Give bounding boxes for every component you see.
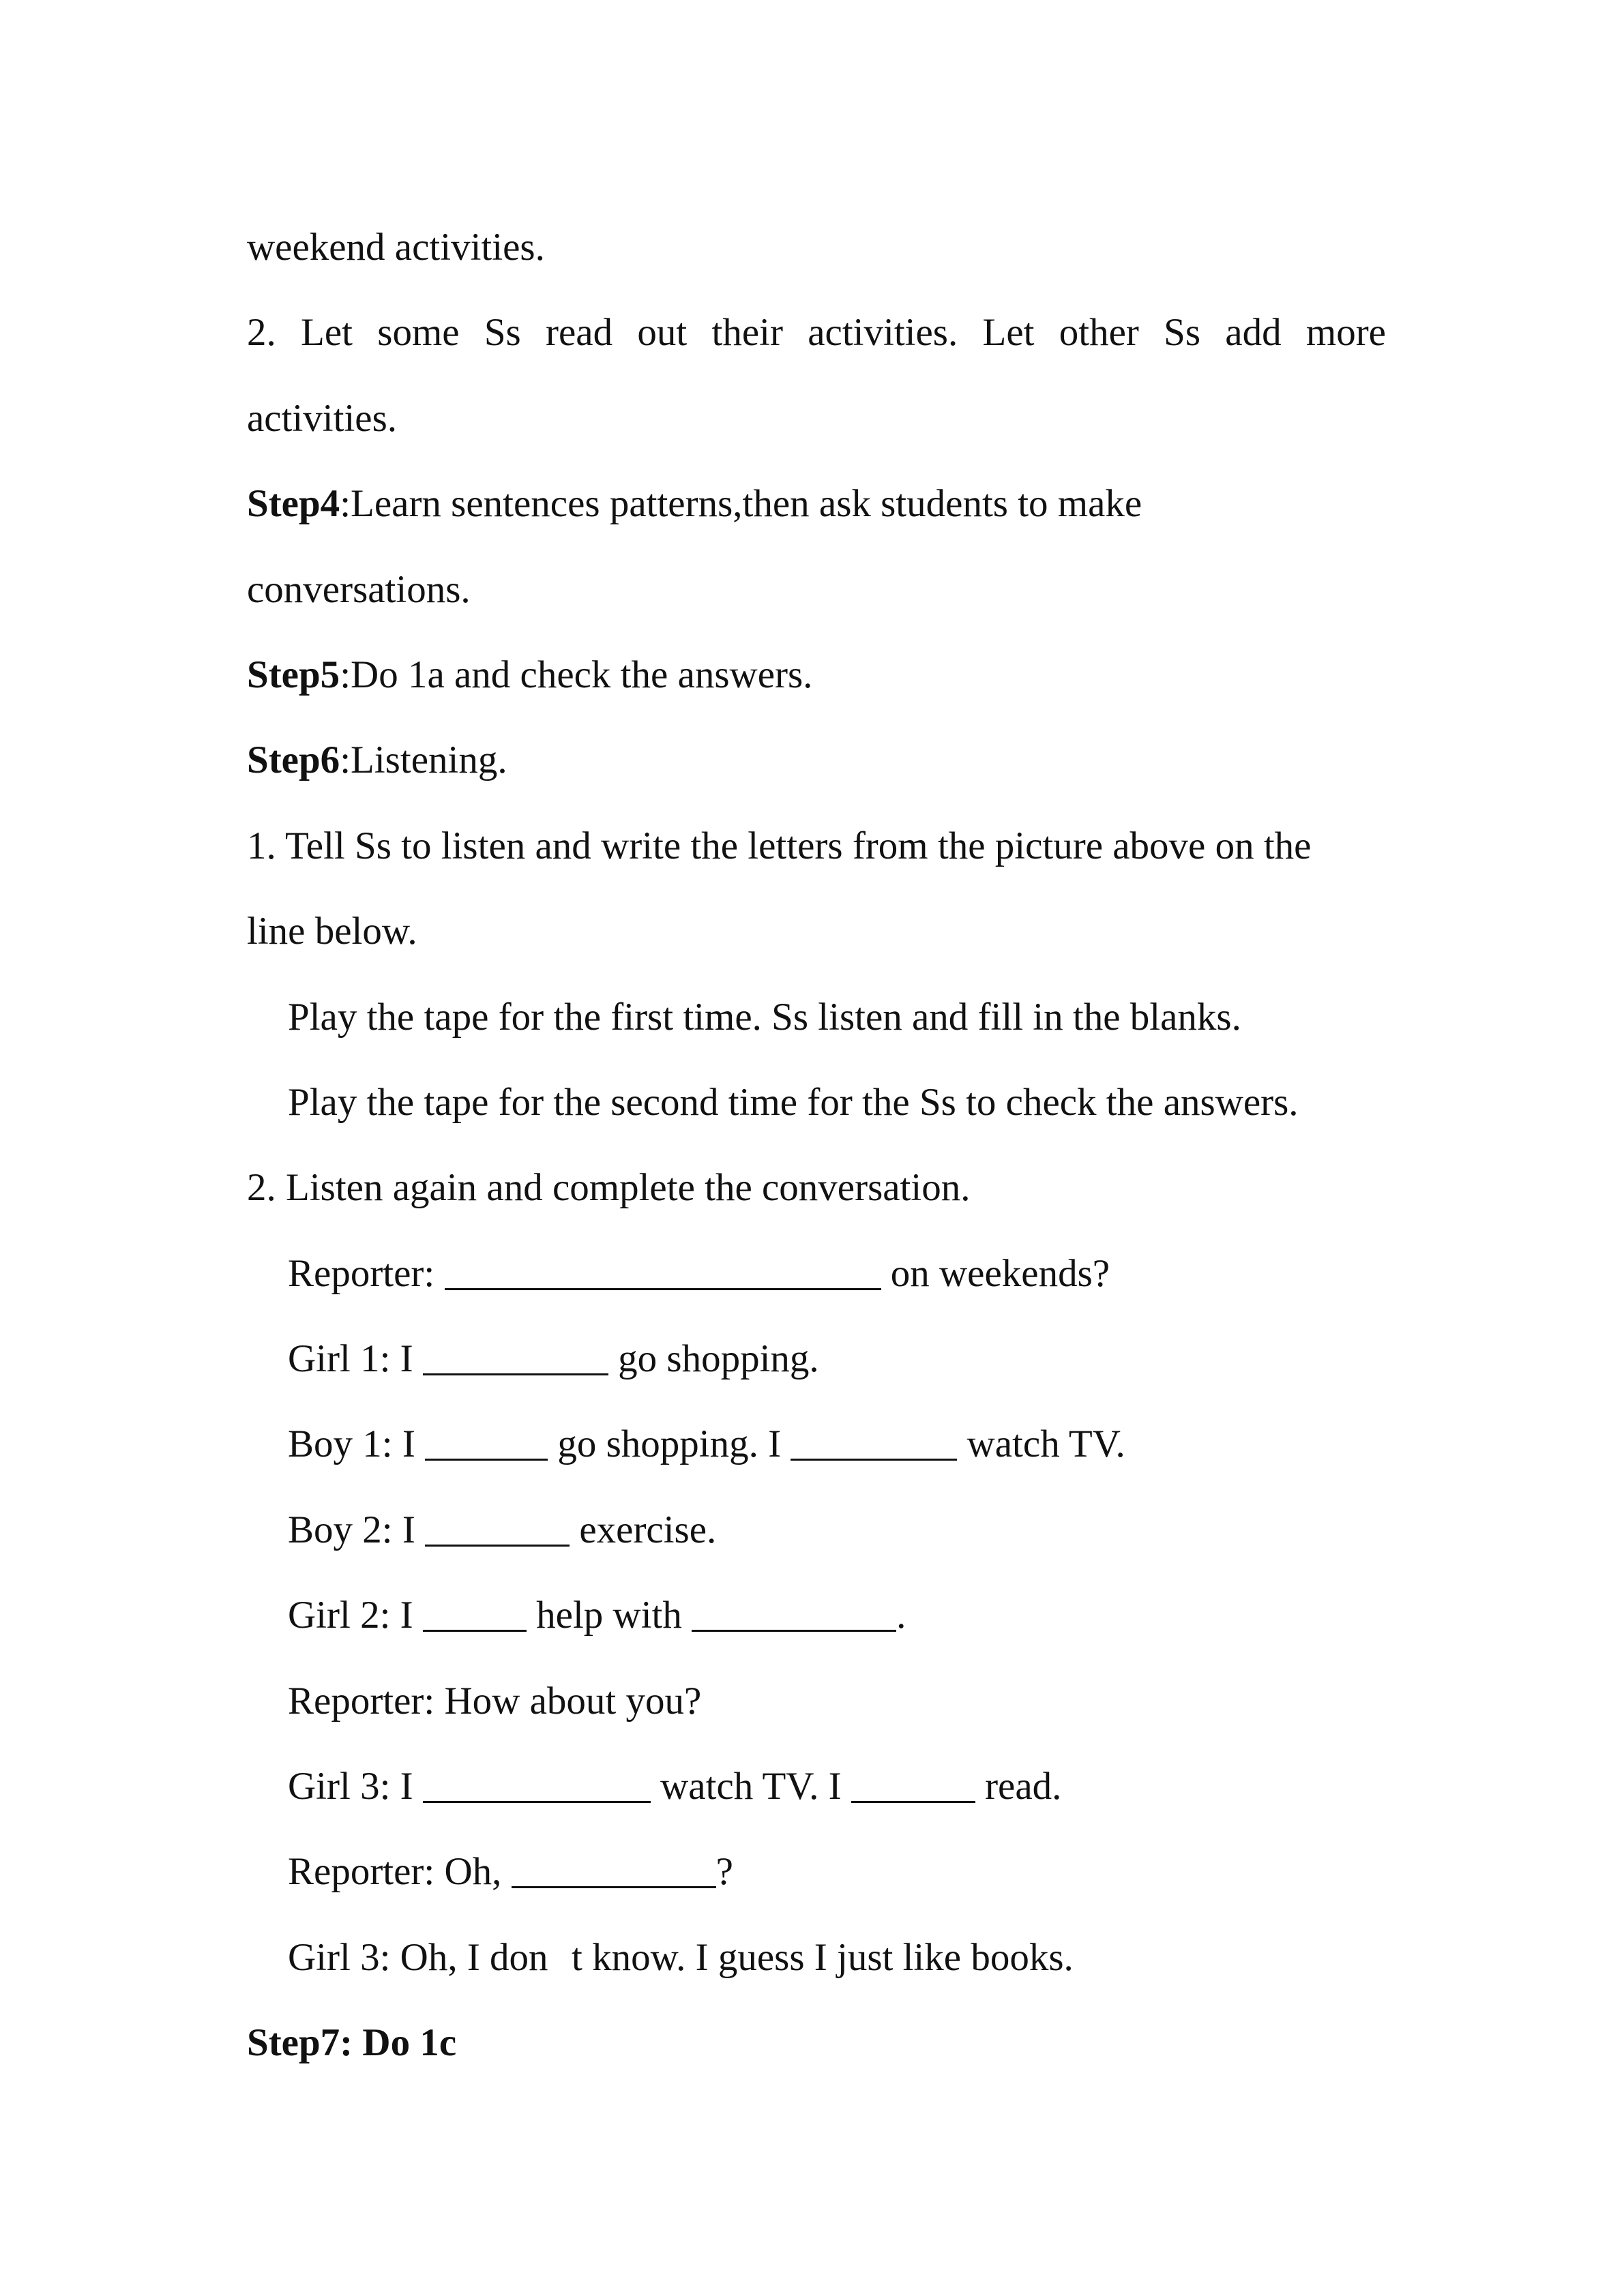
answer-blank[interactable] [425, 1422, 548, 1461]
line-text: Reporter: How about you? [288, 1679, 702, 1723]
speaker-text: Boy 1: I [288, 1422, 426, 1466]
conversation-line [247, 1401, 1386, 1487]
speaker-text: Reporter: [288, 1251, 445, 1295]
conversation-line [247, 1744, 1386, 1829]
line-text: watch TV. [957, 1422, 1125, 1466]
line-text: help with [526, 1594, 692, 1637]
line-text: read. [975, 1765, 1062, 1808]
answer-blank[interactable] [512, 1849, 716, 1888]
conversation-line [247, 1658, 1386, 1744]
answer-blank[interactable] [791, 1422, 957, 1461]
conversation-line [247, 1231, 1386, 1316]
line-text: Girl 3: Oh, I dont know. I guess I just like books. [288, 1935, 1074, 1979]
step-heading-text: Step7: Do 1c [247, 2021, 457, 2065]
step-label: Step6 [247, 739, 340, 782]
line-text: line below. [247, 910, 417, 953]
answer-blank[interactable] [692, 1593, 896, 1632]
step7-heading [247, 2000, 1386, 2085]
line-text: 1. Tell Ss to listen and write the letters from the picture above on the [247, 824, 1312, 867]
conversation-line [247, 1487, 1386, 1572]
line-text: 2. Listen again and complete the conversation. [247, 1166, 971, 1210]
text-line [247, 889, 1386, 974]
step4-heading [247, 461, 1386, 546]
line-text: watch TV. I [650, 1765, 851, 1808]
step-text: :Listening. [340, 739, 507, 782]
line-text: activities. [247, 396, 398, 440]
speaker-text: Boy 2: I [288, 1508, 426, 1551]
line-text: go shopping. [608, 1337, 819, 1381]
answer-blank[interactable] [851, 1764, 975, 1803]
step-text: :Do 1a and check the answers. [340, 653, 813, 696]
line-text: go shopping. I [548, 1422, 791, 1466]
speaker-text: Girl 2: I [288, 1594, 423, 1637]
line-text: . [896, 1594, 906, 1637]
step6-heading [247, 717, 1386, 803]
text-line [247, 547, 1386, 632]
step-label: Step5 [247, 653, 340, 696]
speaker-text: Girl 1: I [288, 1337, 423, 1381]
answer-blank[interactable] [425, 1508, 570, 1547]
answer-blank[interactable] [423, 1593, 527, 1632]
answer-blank[interactable] [423, 1764, 651, 1803]
step-label: Step4 [247, 482, 340, 526]
text-line [247, 803, 1386, 889]
step-text: :Learn sentences patterns,then ask students to make [340, 482, 1142, 526]
text-line [247, 1145, 1386, 1230]
conversation-line [247, 1829, 1386, 1914]
step5-heading [247, 632, 1386, 717]
conversation-line [247, 1915, 1386, 2000]
line-text: ? [715, 1850, 733, 1894]
line-text: exercise. [570, 1508, 717, 1551]
line-text: Play the tape for the second time for the Ss to check the answers. [288, 1080, 1299, 1124]
conversation-line [247, 1316, 1386, 1401]
line-text: conversations. [247, 567, 471, 611]
line-text: 2. Let some Ss read out their activities. Let other Ss add more [247, 311, 1386, 355]
answer-blank[interactable] [445, 1251, 881, 1290]
text-line [247, 376, 1386, 461]
text-line [247, 290, 1386, 375]
line-text: weekend activities. [247, 226, 545, 269]
text-line [247, 974, 1386, 1060]
speaker-text: Reporter: Oh, [288, 1850, 512, 1894]
text-line [247, 1060, 1386, 1145]
answer-blank[interactable] [423, 1337, 608, 1375]
line-text: on weekends? [881, 1251, 1110, 1295]
conversation-line [247, 1572, 1386, 1658]
lesson-plan-body [247, 205, 1386, 2086]
text-line [247, 205, 1386, 290]
speaker-text: Girl 3: I [288, 1765, 423, 1808]
line-text: Play the tape for the first time. Ss listen and fill in the blanks. [288, 995, 1241, 1039]
